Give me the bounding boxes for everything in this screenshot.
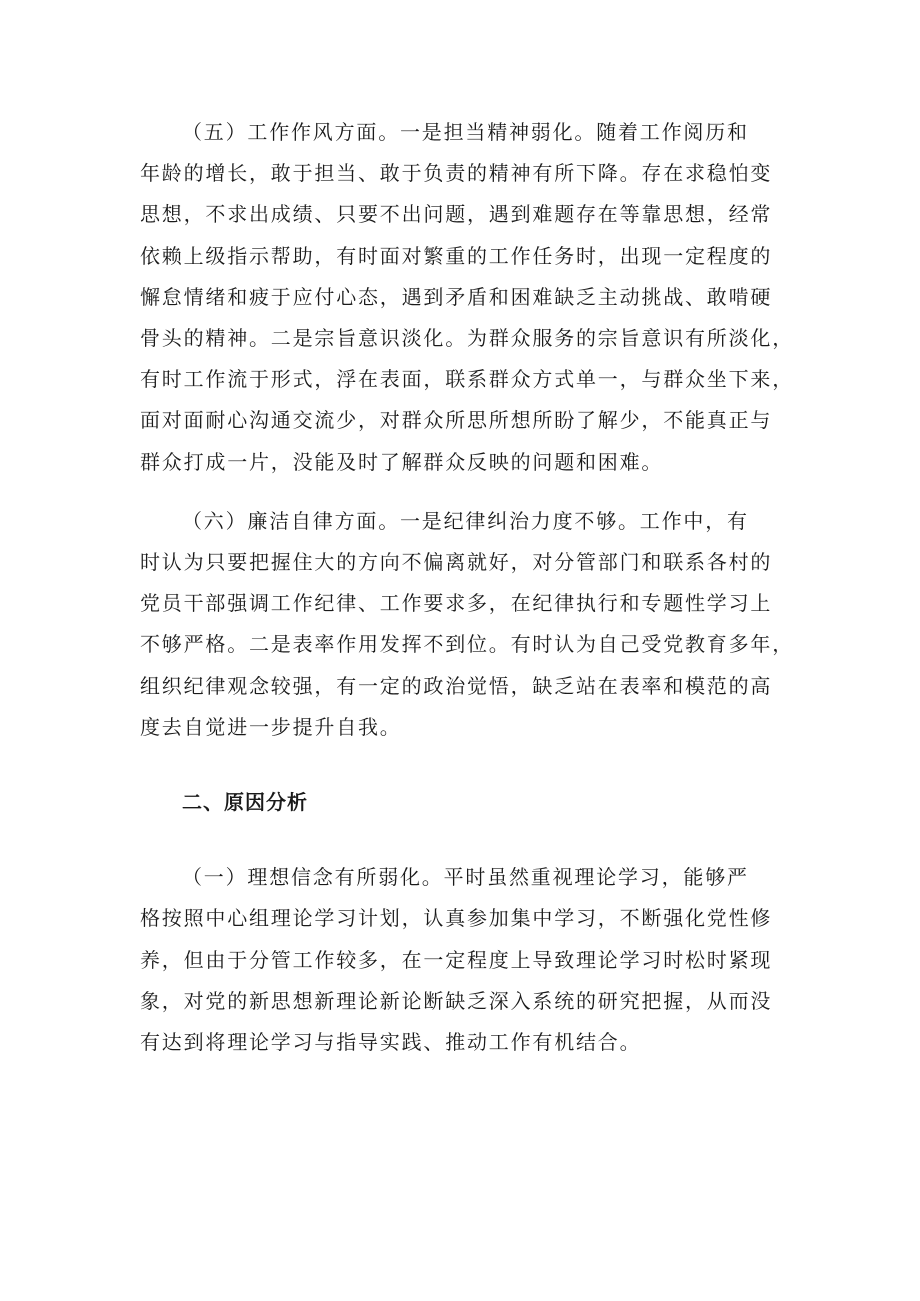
paragraph-line: 依赖上级指示帮助，有时面对繁重的工作任务时，出现一定程度的	[140, 243, 773, 268]
paragraph-line: 象，对党的新思想新理论新论断缺乏深入系统的研究把握，从而没	[140, 988, 773, 1013]
paragraph-line: 有时工作流于形式，浮在表面，联系群众方式单一，与群众坐下来，	[140, 367, 794, 392]
paragraph-line: 度去自觉进一步提升自我。	[140, 714, 402, 739]
section-spacer	[140, 823, 780, 857]
paragraph-integrity	[140, 501, 794, 748]
paragraph-ideals-beliefs	[140, 857, 780, 1063]
paragraph-spacer	[140, 483, 780, 501]
paragraph-line: （六）廉洁自律方面。一是纪律纠治力度不够。工作中，有	[182, 508, 749, 533]
paragraph-line: 年龄的增长，敢于担当、敢于负责的精神有所下降。存在求稳怕变	[140, 161, 773, 186]
paragraph-line: （一）理想信念有所弱化。平时虽然重视理论学习，能够严	[182, 865, 749, 890]
paragraph-line: 有达到将理论学习与指导实践、推动工作有机结合。	[140, 1030, 642, 1055]
paragraph-line: （五）工作作风方面。一是担当精神弱化。随着工作阅历和	[182, 120, 749, 144]
paragraph-work-style	[140, 112, 794, 483]
paragraph-line: 群众打成一片，没能及时了解群众反映的问题和困难。	[140, 449, 664, 474]
section-spacer	[140, 748, 780, 782]
paragraph-line: 党员干部强调工作纪律、工作要求多，在纪律执行和专题性学习上	[140, 591, 773, 616]
paragraph-line: 面对面耐心沟通交流少，对群众所思所想所盼了解少，不能真正与	[140, 408, 773, 433]
paragraph-line: 不够严格。二是表率作用发挥不到位。有时认为自己受党教育多年，	[140, 632, 794, 657]
section-heading: 二、原因分析	[182, 790, 308, 815]
paragraph-line: 懈怠情绪和疲于应付心态，遇到矛盾和困难缺乏主动挑战、敢啃硬	[140, 284, 773, 309]
paragraph-line: 养，但由于分管工作较多，在一定程度上导致理论学习时松时紧现	[140, 947, 773, 972]
paragraph-line: 骨头的精神。二是宗旨意识淡化。为群众服务的宗旨意识有所淡化，	[140, 326, 794, 351]
paragraph-line: 思想，不求出成绩、只要不出问题，遇到难题存在等靠思想，经常	[140, 202, 773, 227]
paragraph-line: 组织纪律观念较强，有一定的政治觉悟，缺乏站在表率和模范的高	[140, 673, 773, 698]
document-body	[140, 112, 794, 1063]
paragraph-line: 格按照中心组理论学习计划，认真参加集中学习，不断强化党性修	[140, 906, 773, 931]
paragraph-line: 时认为只要把握住大的方向不偏离就好，对分管部门和联系各村的	[140, 550, 773, 575]
